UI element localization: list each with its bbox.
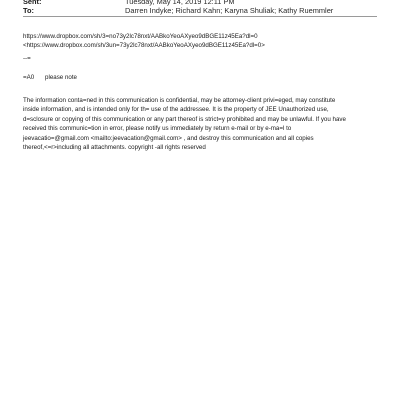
to-label: To: xyxy=(23,6,34,15)
disclaimer-line: The information conta=ned in this communication is confidential, may be attorney-client privi=eged, may constitute xyxy=(23,97,336,104)
note-line xyxy=(23,74,77,82)
header-divider xyxy=(23,16,377,17)
confidentiality-disclaimer xyxy=(23,96,383,152)
note-code: =A0 xyxy=(23,74,35,81)
to-value: Darren Indyke; Richard Kahn; Karyna Shuliak; Kathy Ruemmler xyxy=(125,6,334,15)
disclaimer-line: thereof,<=r>including all attachments. copyright -all rights reserved xyxy=(23,144,206,152)
disclaimer-line: d=sclosure or copying of this communication or any part thereof is strict=y prohibited and may be unlawful. If you have xyxy=(23,115,346,123)
disclaimer-line: received this communic=tion in error, please notify us immediately by return e-mail or by e-ma=l to xyxy=(23,125,292,133)
separator-text: --= xyxy=(23,55,31,62)
dropbox-link-1[interactable]: https://www.dropbox.com/sh/3=no73y2lc78nxt/AABkoYeoAXyeo9dBGE11z45Ea?dl=0 xyxy=(23,33,258,40)
dropbox-link-2[interactable]: <https://www.dropbox.com/sh/3un=73y2lc78nxt/AABkoYeoAXyeo9dBGE11z45Ea?dl=0> xyxy=(23,42,265,49)
sent-label: Sent: xyxy=(23,0,42,6)
disclaimer-line: jeevacatio=@gmail.com <mailto:jeevacation@gmail.com> , and destroy this communication and all copies xyxy=(23,134,314,142)
disclaimer-line: inside information, and is intended only for th= use of the addressee. It is the property of JEE Unauthorized use, xyxy=(23,106,329,114)
note-text: please note xyxy=(45,74,77,81)
sent-value: Tuesday, May 14, 2019 12:11 PM xyxy=(125,0,235,6)
